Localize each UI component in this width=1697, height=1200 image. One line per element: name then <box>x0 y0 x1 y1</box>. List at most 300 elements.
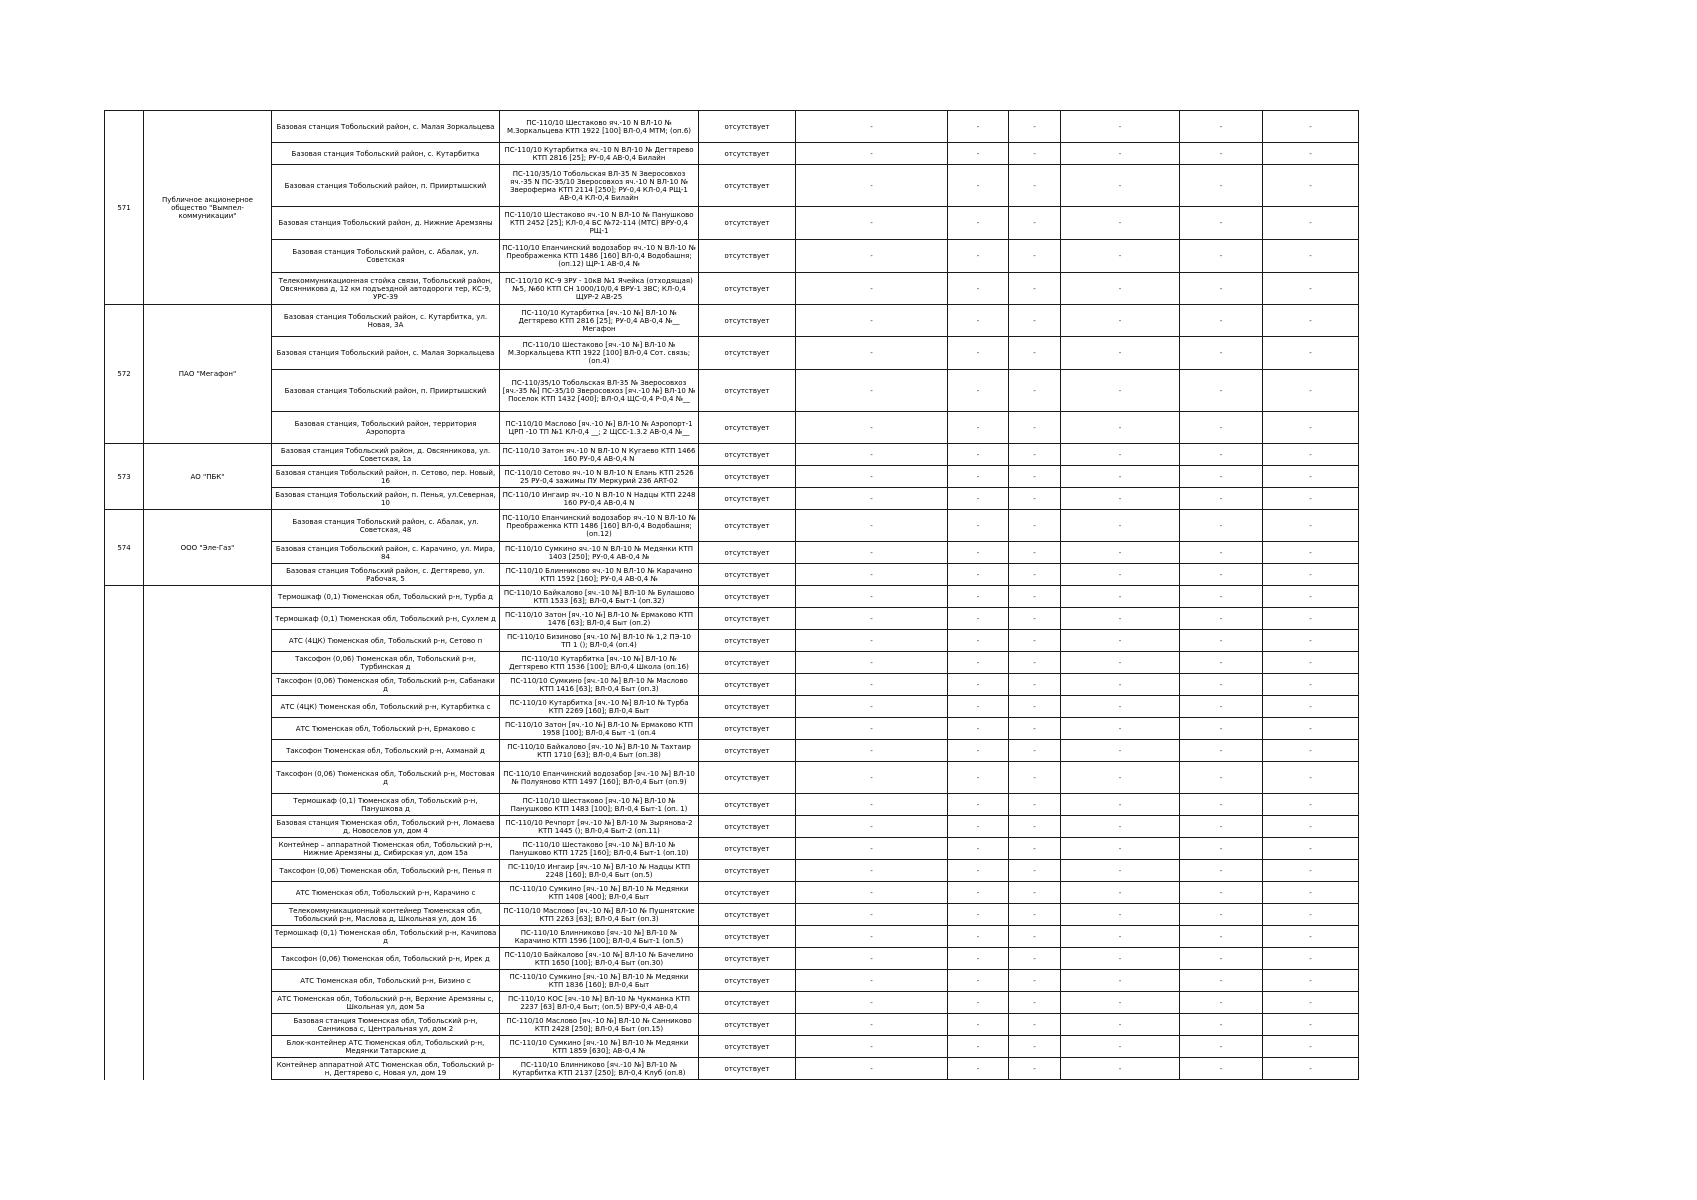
object-cell: АТС (4ЦК) Тюменская обл, Тобольский р-н, Сетово п <box>272 630 500 652</box>
empty-value-cell: - <box>796 948 948 970</box>
empty-value-cell: - <box>1180 586 1263 608</box>
empty-value-cell: - <box>796 542 948 564</box>
empty-value-cell: - <box>1263 970 1359 992</box>
object-cell: АТС Тюменская обл, Тобольский р-н, Бизино с <box>272 970 500 992</box>
object-cell: Базовая станция Тобольский район, с. Малая Зоркальцева <box>272 111 500 143</box>
empty-value-cell: - <box>948 1058 1009 1080</box>
connection-point-cell: ПС-110/10 Затон [яч.-10 №] ВЛ-10 № Ермаково КТП 1476 [63]; ВЛ-0,4 Быт (оп.2) <box>500 608 699 630</box>
empty-value-cell: - <box>1009 652 1061 674</box>
empty-value-cell: - <box>948 240 1009 273</box>
empty-value-cell: - <box>1263 882 1359 904</box>
table-row <box>105 510 1359 542</box>
table-row <box>105 466 1359 488</box>
empty-value-cell: - <box>1263 207 1359 240</box>
empty-value-cell: - <box>1180 1058 1263 1080</box>
empty-value-cell: - <box>1009 444 1061 466</box>
empty-value-cell: - <box>1263 143 1359 165</box>
connection-point-cell: ПС-110/10 Маслово [яч.-10 №] ВЛ-10 № Пушнятские КТП 2263 [63]; ВЛ-0,4 Быт (оп.3) <box>500 904 699 926</box>
empty-value-cell: - <box>948 652 1009 674</box>
table-row <box>105 904 1359 926</box>
object-cell: Базовая станция Тобольский район, п. Прииртышский <box>272 165 500 207</box>
connection-point-cell: ПС-110/10 Епанчинский водозабор [яч.-10 №] ВЛ-10 № Полуяново КТП 1497 [160]; ВЛ-0,4 Быт (оп.9) <box>500 762 699 794</box>
organization-cell: ООО "Эле-Газ" <box>144 510 272 586</box>
empty-value-cell: - <box>1263 564 1359 586</box>
empty-value-cell: - <box>1009 143 1061 165</box>
empty-value-cell: - <box>1009 207 1061 240</box>
empty-value-cell: - <box>1009 586 1061 608</box>
empty-value-cell: - <box>1009 1058 1061 1080</box>
status-cell: отсутствует <box>699 444 796 466</box>
object-cell: Таксофон (0,06) Тюменская обл, Тобольский р-н, Турбинская д <box>272 652 500 674</box>
empty-value-cell: - <box>796 740 948 762</box>
empty-value-cell: - <box>1009 1014 1061 1036</box>
object-cell: АТС Тюменская обл, Тобольский р-н, Верхние Аремзяны с, Школьная ул, дом 5а <box>272 992 500 1014</box>
empty-value-cell: - <box>1061 510 1180 542</box>
empty-value-cell: - <box>948 970 1009 992</box>
status-cell: отсутствует <box>699 608 796 630</box>
empty-value-cell: - <box>1180 444 1263 466</box>
empty-value-cell: - <box>1061 740 1180 762</box>
status-cell: отсутствует <box>699 860 796 882</box>
empty-value-cell: - <box>1009 860 1061 882</box>
empty-value-cell: - <box>796 444 948 466</box>
empty-value-cell: - <box>1061 207 1180 240</box>
empty-value-cell: - <box>1061 542 1180 564</box>
empty-value-cell: - <box>948 111 1009 143</box>
empty-value-cell: - <box>1180 740 1263 762</box>
empty-value-cell: - <box>948 740 1009 762</box>
empty-value-cell: - <box>948 165 1009 207</box>
empty-value-cell: - <box>1061 305 1180 337</box>
status-cell: отсутствует <box>699 762 796 794</box>
status-cell: отсутствует <box>699 882 796 904</box>
empty-value-cell: - <box>1180 564 1263 586</box>
empty-value-cell: - <box>1263 1058 1359 1080</box>
empty-value-cell: - <box>1061 674 1180 696</box>
empty-value-cell: - <box>1180 674 1263 696</box>
empty-value-cell: - <box>948 926 1009 948</box>
status-cell: отсутствует <box>699 1014 796 1036</box>
table-body <box>105 111 1359 1080</box>
empty-value-cell: - <box>1180 273 1263 305</box>
status-cell: отсутствует <box>699 794 796 816</box>
empty-value-cell: - <box>1180 542 1263 564</box>
empty-value-cell: - <box>1061 586 1180 608</box>
empty-value-cell: - <box>1180 207 1263 240</box>
empty-value-cell: - <box>796 466 948 488</box>
status-cell: отсутствует <box>699 337 796 370</box>
status-cell: отсутствует <box>699 586 796 608</box>
empty-value-cell: - <box>1263 926 1359 948</box>
connection-point-cell: ПС-110/35/10 Тобольская ВЛ-35 N Зверосовхоз яч.-35 N ПС-35/10 Зверосовхоз яч.-10 N ВЛ-10 № Зверoферма КТП 2114 [250]; РУ-0,4 КЛ-0,4 РЩ-1 АВ-0,4 КЛ-0,4 Билайн <box>500 165 699 207</box>
connection-point-cell: ПС-110/10 Маслово [яч.-10 №] ВЛ-10 № Санниково КТП 2428 [250]; ВЛ-0,4 Быт (оп.15) <box>500 1014 699 1036</box>
empty-value-cell: - <box>796 510 948 542</box>
empty-value-cell: - <box>796 904 948 926</box>
empty-value-cell: - <box>1061 838 1180 860</box>
empty-value-cell: - <box>948 1014 1009 1036</box>
empty-value-cell: - <box>1263 740 1359 762</box>
empty-value-cell: - <box>1263 1014 1359 1036</box>
object-cell: Базовая станция Тобольский район, д. Нижние Аремзяны <box>272 207 500 240</box>
connection-point-cell: ПС-110/35/10 Тобольская ВЛ-35 № Зверосовхоз [яч.-35 №] ПС-35/10 Зверосовхоз [яч.-10 №] ВЛ-10 № Поселок КТП 1432 [400]; ВЛ-0,4 ЩС-0,4 Р-0,4 №__ <box>500 370 699 412</box>
empty-value-cell: - <box>1009 542 1061 564</box>
empty-value-cell: - <box>796 207 948 240</box>
empty-value-cell: - <box>796 1036 948 1058</box>
empty-value-cell: - <box>1061 466 1180 488</box>
empty-value-cell: - <box>796 273 948 305</box>
connection-point-cell: ПС-110/10 Ингаир [яч.-10 №] ВЛ-10 № Надцы КТП 2248 [160]; ВЛ-0,4 Быт (оп.5) <box>500 860 699 882</box>
empty-value-cell: - <box>1180 466 1263 488</box>
empty-value-cell: - <box>1009 165 1061 207</box>
empty-value-cell: - <box>1061 630 1180 652</box>
connection-point-cell: ПС-110/10 Бизиново [яч.-10 №] ВЛ-10 № 1,2 ПЭ-10 ТП 1 (); ВЛ-0,4 (оп.4) <box>500 630 699 652</box>
empty-value-cell: - <box>948 718 1009 740</box>
object-cell: Термошкаф (0,1) Тюменская обл, Тобольский р-н, Качипова д <box>272 926 500 948</box>
empty-value-cell: - <box>1009 762 1061 794</box>
object-cell: Базовая станция Тобольский район, с. Абалак, ул. Советская, 48 <box>272 510 500 542</box>
empty-value-cell: - <box>1263 1036 1359 1058</box>
empty-value-cell: - <box>1009 240 1061 273</box>
empty-value-cell: - <box>1009 488 1061 510</box>
status-cell: отсутствует <box>699 816 796 838</box>
status-cell: отсутствует <box>699 992 796 1014</box>
empty-value-cell: - <box>796 608 948 630</box>
object-cell: Термошкаф (0,1) Тюменская обл, Тобольский р-н, Сухлем д <box>272 608 500 630</box>
table-row <box>105 143 1359 165</box>
empty-value-cell: - <box>1263 838 1359 860</box>
empty-value-cell: - <box>1009 305 1061 337</box>
empty-value-cell: - <box>1180 630 1263 652</box>
table-row <box>105 586 1359 608</box>
empty-value-cell: - <box>796 652 948 674</box>
connection-point-cell: ПС-110/10 Речпорт [яч.-10 №] ВЛ-10 № Зырянова-2 КТП 1445 (); ВЛ-0,4 Быт-2 (оп.11) <box>500 816 699 838</box>
empty-value-cell: - <box>1263 608 1359 630</box>
empty-value-cell: - <box>1009 337 1061 370</box>
connection-point-cell: ПС-110/10 Сумкино [яч.-10 №] ВЛ-10 № Медянки КТП 1408 [400]; ВЛ-0,4 Быт <box>500 882 699 904</box>
empty-value-cell: - <box>796 718 948 740</box>
connection-point-cell: ПС-110/10 Байкалово [яч.-10 №] ВЛ-10 № Бачелино КТП 1650 [100]; ВЛ-0,4 Быт (оп.30) <box>500 948 699 970</box>
object-cell: Контейнер аппаратной АТС Тюменская обл, Тобольский р-н, Дегтярево с, Новая ул, дом 19 <box>272 1058 500 1080</box>
empty-value-cell: - <box>1061 882 1180 904</box>
table-row <box>105 488 1359 510</box>
empty-value-cell: - <box>1263 111 1359 143</box>
empty-value-cell: - <box>1061 444 1180 466</box>
table-row <box>105 652 1359 674</box>
connection-point-cell: ПС-110/10 Епанчинский водозабор яч.-10 N ВЛ-10 № Преображенка КТП 1486 [160] ВЛ-0,4 Водобашня; (оп.12) <box>500 510 699 542</box>
table-row <box>105 674 1359 696</box>
empty-value-cell: - <box>1061 370 1180 412</box>
empty-value-cell: - <box>1263 273 1359 305</box>
status-cell: отсутствует <box>699 948 796 970</box>
status-cell: отсутствует <box>699 111 796 143</box>
status-cell: отсутствует <box>699 970 796 992</box>
status-cell: отсутствует <box>699 674 796 696</box>
empty-value-cell: - <box>1180 337 1263 370</box>
object-cell: Базовая станция Тобольский район, с. Дегтярево, ул. Рабочая, 5 <box>272 564 500 586</box>
empty-value-cell: - <box>1263 337 1359 370</box>
empty-value-cell: - <box>1263 488 1359 510</box>
connection-point-cell: ПС-110/10 Блинниково яч.-10 N ВЛ-10 № Карачино КТП 1592 [160]; РУ-0,4 АВ-0,4 № <box>500 564 699 586</box>
empty-value-cell: - <box>1180 608 1263 630</box>
table-row <box>105 240 1359 273</box>
connection-point-cell: ПС-110/10 Затон [яч.-10 №] ВЛ-10 № Ермаково КТП 1958 [100]; ВЛ-0,4 Быт -1 (оп.4 <box>500 718 699 740</box>
object-cell: Базовая станция Тобольский район, п. Пенья, ул.Северная, 10 <box>272 488 500 510</box>
empty-value-cell: - <box>1009 608 1061 630</box>
table-row <box>105 1014 1359 1036</box>
empty-value-cell: - <box>948 860 1009 882</box>
empty-value-cell: - <box>1263 992 1359 1014</box>
empty-value-cell: - <box>1009 674 1061 696</box>
empty-value-cell: - <box>1009 111 1061 143</box>
object-cell: АТС Тюменская обл, Тобольский р-н, Ермаково с <box>272 718 500 740</box>
empty-value-cell: - <box>948 542 1009 564</box>
empty-value-cell: - <box>948 696 1009 718</box>
empty-value-cell: - <box>948 762 1009 794</box>
empty-value-cell: - <box>796 143 948 165</box>
empty-value-cell: - <box>1180 970 1263 992</box>
empty-value-cell: - <box>796 762 948 794</box>
table-row <box>105 608 1359 630</box>
status-cell: отсутствует <box>699 1036 796 1058</box>
status-cell: отсутствует <box>699 740 796 762</box>
connection-point-cell: ПС-110/10 Байкалово [яч.-10 №] ВЛ-10 № Булашово КТП 1533 [63]; ВЛ-0,4 Быт-1 (оп.32) <box>500 586 699 608</box>
empty-value-cell: - <box>1180 111 1263 143</box>
empty-value-cell: - <box>1061 273 1180 305</box>
empty-value-cell: - <box>1263 904 1359 926</box>
object-cell: Базовая станция Тобольский район, п. Прииртышский <box>272 370 500 412</box>
empty-value-cell: - <box>1263 165 1359 207</box>
object-cell: Телекоммуникационный контейнер Тюменская обл, Тобольский р-н, Маслова д, Школьная ул, дом 16 <box>272 904 500 926</box>
connection-point-cell: ПС-110/10 Блинниково [яч.-10 №] ВЛ-10 № Кутарбитка КТП 2137 [250]; ВЛ-0,4 Клуб (оп.8) <box>500 1058 699 1080</box>
empty-value-cell: - <box>796 370 948 412</box>
empty-value-cell: - <box>948 337 1009 370</box>
empty-value-cell: - <box>1263 444 1359 466</box>
empty-value-cell: - <box>796 630 948 652</box>
connection-point-cell: ПС-110/10 Маслово [яч.-10 №] ВЛ-10 № Аэропорт-1 ЦРП -10 ТП №1 КЛ-0,4 __; 2 ЩСС-1.3.2 АВ-0,4 №__ <box>500 412 699 444</box>
empty-value-cell: - <box>1180 794 1263 816</box>
status-cell: отсутствует <box>699 904 796 926</box>
empty-value-cell: - <box>1263 696 1359 718</box>
empty-value-cell: - <box>1263 305 1359 337</box>
empty-value-cell: - <box>1263 542 1359 564</box>
organization-cell: АО "ПБК" <box>144 444 272 510</box>
empty-value-cell: - <box>1061 904 1180 926</box>
object-cell: Блок-контейнер АТС Тюменская обл, Тобольский р-н, Медянки Татарские д <box>272 1036 500 1058</box>
empty-value-cell: - <box>1180 718 1263 740</box>
connection-point-cell: ПС-110/10 Байкалово [яч.-10 №] ВЛ-10 № Тахтаир КТП 1710 [63]; ВЛ-0,4 Быт (оп.38) <box>500 740 699 762</box>
empty-value-cell: - <box>948 674 1009 696</box>
empty-value-cell: - <box>796 970 948 992</box>
empty-value-cell: - <box>796 165 948 207</box>
connection-point-cell: ПС-110/10 Сумкино [яч.-10 №] ВЛ-10 № Медянки КТП 1859 [630]; АВ-0,4 № <box>500 1036 699 1058</box>
status-cell: отсутствует <box>699 207 796 240</box>
status-cell: отсутствует <box>699 564 796 586</box>
empty-value-cell: - <box>796 992 948 1014</box>
empty-value-cell: - <box>1009 838 1061 860</box>
empty-value-cell: - <box>1263 948 1359 970</box>
connection-point-cell: ПС-110/10 Сумкино [яч.-10 №] ВЛ-10 № Маслово КТП 1416 [63]; ВЛ-0,4 Быт (оп.3) <box>500 674 699 696</box>
empty-value-cell: - <box>1009 412 1061 444</box>
empty-value-cell: - <box>1263 240 1359 273</box>
empty-value-cell: - <box>948 586 1009 608</box>
table-row <box>105 838 1359 860</box>
empty-value-cell: - <box>1061 143 1180 165</box>
empty-value-cell: - <box>948 882 1009 904</box>
empty-value-cell: - <box>796 816 948 838</box>
empty-value-cell: - <box>948 273 1009 305</box>
object-cell: Термошкаф (0,1) Тюменская обл, Тобольский р-н, Панушкова д <box>272 794 500 816</box>
empty-value-cell: - <box>1061 860 1180 882</box>
empty-value-cell: - <box>1061 762 1180 794</box>
empty-value-cell: - <box>796 1014 948 1036</box>
empty-value-cell: - <box>1061 794 1180 816</box>
object-cell: Базовая станция, Тобольский район, территория Аэропорта <box>272 412 500 444</box>
empty-value-cell: - <box>1009 630 1061 652</box>
status-cell: отсутствует <box>699 542 796 564</box>
empty-value-cell: - <box>1061 240 1180 273</box>
empty-value-cell: - <box>796 1058 948 1080</box>
empty-value-cell: - <box>948 370 1009 412</box>
connection-point-cell: ПС-110/10 Сумкино яч.-10 N ВЛ-10 № Медянки КТП 1403 [250]; РУ-0,4 АВ-0,4 № <box>500 542 699 564</box>
empty-value-cell: - <box>1263 762 1359 794</box>
empty-value-cell: - <box>948 444 1009 466</box>
empty-value-cell: - <box>948 630 1009 652</box>
connection-point-cell: ПС-110/10 Шестаково [яч.-10 №] ВЛ-10 № Панушково КТП 1725 [160]; ВЛ-0,4 Быт-1 (оп.10) <box>500 838 699 860</box>
empty-value-cell: - <box>1009 1036 1061 1058</box>
empty-value-cell: - <box>796 564 948 586</box>
group-number-cell: 574 <box>105 510 144 586</box>
connection-point-cell: ПС-110/10 Сетово яч.-10 N ВЛ-10 N Елань КТП 2526 25 РУ-0,4 зажимы ПУ Меркурий 236 ART-02 <box>500 466 699 488</box>
empty-value-cell: - <box>1263 674 1359 696</box>
object-cell: Таксофон (0,06) Тюменская обл, Тобольский р-н, Ирек д <box>272 948 500 970</box>
empty-value-cell: - <box>796 305 948 337</box>
status-cell: отсутствует <box>699 466 796 488</box>
empty-value-cell: - <box>1009 564 1061 586</box>
empty-value-cell: - <box>1180 652 1263 674</box>
table-row <box>105 718 1359 740</box>
object-cell: Базовая станция Тобольский район, с. Кутарбитка, ул. Новая, 3А <box>272 305 500 337</box>
empty-value-cell: - <box>1009 948 1061 970</box>
organization-cell: ПАО "Мегафон" <box>144 305 272 444</box>
empty-value-cell: - <box>796 240 948 273</box>
object-cell: Базовая станция Тюменская обл, Тобольский р-н, Ломаева д, Новоселов ул, дом 4 <box>272 816 500 838</box>
object-cell: Термошкаф (0,1) Тюменская обл, Тобольский р-н, Турба д <box>272 586 500 608</box>
connection-point-cell: ПС-110/10 Епанчинский водозабор яч.-10 N ВЛ-10 № Преображенка КТП 1486 [160] ВЛ-0,4 Водобашня; (оп.12) ЩР-1 АВ-0,4 № <box>500 240 699 273</box>
status-cell: отсутствует <box>699 240 796 273</box>
connection-point-cell: ПС-110/10 Шестаково яч.-10 N ВЛ-10 № М.Зоркальцева КТП 1922 [100] ВЛ-0,4 МТМ; (оп.6) <box>500 111 699 143</box>
object-cell: Таксофон (0,06) Тюменская обл, Тобольский р-н, Пенья п <box>272 860 500 882</box>
table-row <box>105 992 1359 1014</box>
empty-value-cell: - <box>1180 305 1263 337</box>
empty-value-cell: - <box>1180 165 1263 207</box>
table-row <box>105 412 1359 444</box>
table-row <box>105 970 1359 992</box>
empty-value-cell: - <box>1009 794 1061 816</box>
empty-value-cell: - <box>796 111 948 143</box>
table-row <box>105 444 1359 466</box>
status-cell: отсутствует <box>699 165 796 207</box>
table-row <box>105 337 1359 370</box>
connection-point-cell: ПС-110/10 Шестаково [яч.-10 №] ВЛ-10 № М.Зоркальцева КТП 1922 [100] ВЛ-0,4 Сот. связь; (оп.4) <box>500 337 699 370</box>
empty-value-cell: - <box>796 882 948 904</box>
empty-value-cell: - <box>1263 510 1359 542</box>
empty-value-cell: - <box>1061 816 1180 838</box>
status-cell: отсутствует <box>699 488 796 510</box>
empty-value-cell: - <box>1061 652 1180 674</box>
empty-value-cell: - <box>1180 926 1263 948</box>
empty-value-cell: - <box>796 926 948 948</box>
table-row <box>105 860 1359 882</box>
empty-value-cell: - <box>1061 488 1180 510</box>
table-row <box>105 696 1359 718</box>
empty-value-cell: - <box>948 794 1009 816</box>
empty-value-cell: - <box>1061 926 1180 948</box>
empty-value-cell: - <box>1009 740 1061 762</box>
empty-value-cell: - <box>1180 816 1263 838</box>
empty-value-cell: - <box>1009 466 1061 488</box>
empty-value-cell: - <box>1180 992 1263 1014</box>
table-row <box>105 740 1359 762</box>
empty-value-cell: - <box>796 860 948 882</box>
empty-value-cell: - <box>948 143 1009 165</box>
group-number-cell: 571 <box>105 111 144 305</box>
object-cell: Таксофон Тюменская обл, Тобольский р-н, Ахманай д <box>272 740 500 762</box>
empty-value-cell: - <box>1180 143 1263 165</box>
connection-point-cell: ПС-110/10 КС-9 ЗРУ - 10кВ №1 Ячейка (отходящая) №5, №60 КТП СН 1000/10/0,4 ВРУ-1 ЗВС; КЛ-0,4 ЩУР-2 АВ-25 <box>500 273 699 305</box>
empty-value-cell: - <box>1263 412 1359 444</box>
empty-value-cell: - <box>1180 510 1263 542</box>
connection-point-cell: ПС-110/10 Кутарбитка яч.-10 N ВЛ-10 № Дегтярево КТП 2816 [25]; РУ-0,4 АВ-0,4 Билайн <box>500 143 699 165</box>
table-row <box>105 794 1359 816</box>
empty-value-cell: - <box>1061 992 1180 1014</box>
empty-value-cell: - <box>1263 718 1359 740</box>
empty-value-cell: - <box>1009 904 1061 926</box>
empty-value-cell: - <box>1009 273 1061 305</box>
empty-value-cell: - <box>1180 370 1263 412</box>
connection-point-cell: ПС-110/10 Кутарбитка [яч.-10 №] ВЛ-10 № Дегтярево КТП 2816 [25]; РУ-0,4 АВ-0,4 №__ Мегафон <box>500 305 699 337</box>
empty-value-cell: - <box>796 412 948 444</box>
table-row <box>105 165 1359 207</box>
status-cell: отсутствует <box>699 510 796 542</box>
empty-value-cell: - <box>1263 816 1359 838</box>
empty-value-cell: - <box>796 838 948 860</box>
table-row <box>105 882 1359 904</box>
organization-cell <box>144 586 272 1080</box>
table-row <box>105 207 1359 240</box>
object-cell: АТС (4ЦК) Тюменская обл, Тобольский р-н, Кутарбитка с <box>272 696 500 718</box>
empty-value-cell: - <box>1061 1036 1180 1058</box>
empty-value-cell: - <box>1061 608 1180 630</box>
object-cell: Базовая станция Тобольский район, с. Абалак, ул. Советская <box>272 240 500 273</box>
empty-value-cell: - <box>1061 696 1180 718</box>
connection-point-cell: ПС-110/10 Шестаково [яч.-10 №] ВЛ-10 № Панушково КТП 1483 [100]; ВЛ-0,4 Быт-1 (оп. 1) <box>500 794 699 816</box>
object-cell: Базовая станция Тобольский район, с. Кутарбитка <box>272 143 500 165</box>
empty-value-cell: - <box>796 488 948 510</box>
empty-value-cell: - <box>948 466 1009 488</box>
empty-value-cell: - <box>1061 970 1180 992</box>
empty-value-cell: - <box>1009 718 1061 740</box>
empty-value-cell: - <box>948 564 1009 586</box>
empty-value-cell: - <box>1263 794 1359 816</box>
empty-value-cell: - <box>948 992 1009 1014</box>
empty-value-cell: - <box>948 838 1009 860</box>
empty-value-cell: - <box>1263 466 1359 488</box>
status-cell: отсутствует <box>699 412 796 444</box>
empty-value-cell: - <box>1180 838 1263 860</box>
empty-value-cell: - <box>796 337 948 370</box>
empty-value-cell: - <box>948 816 1009 838</box>
connection-point-cell: ПС-110/10 Кутарбитка [яч.-10 №] ВЛ-10 № Турба КТП 2269 [160]; ВЛ-0,4 Быт <box>500 696 699 718</box>
